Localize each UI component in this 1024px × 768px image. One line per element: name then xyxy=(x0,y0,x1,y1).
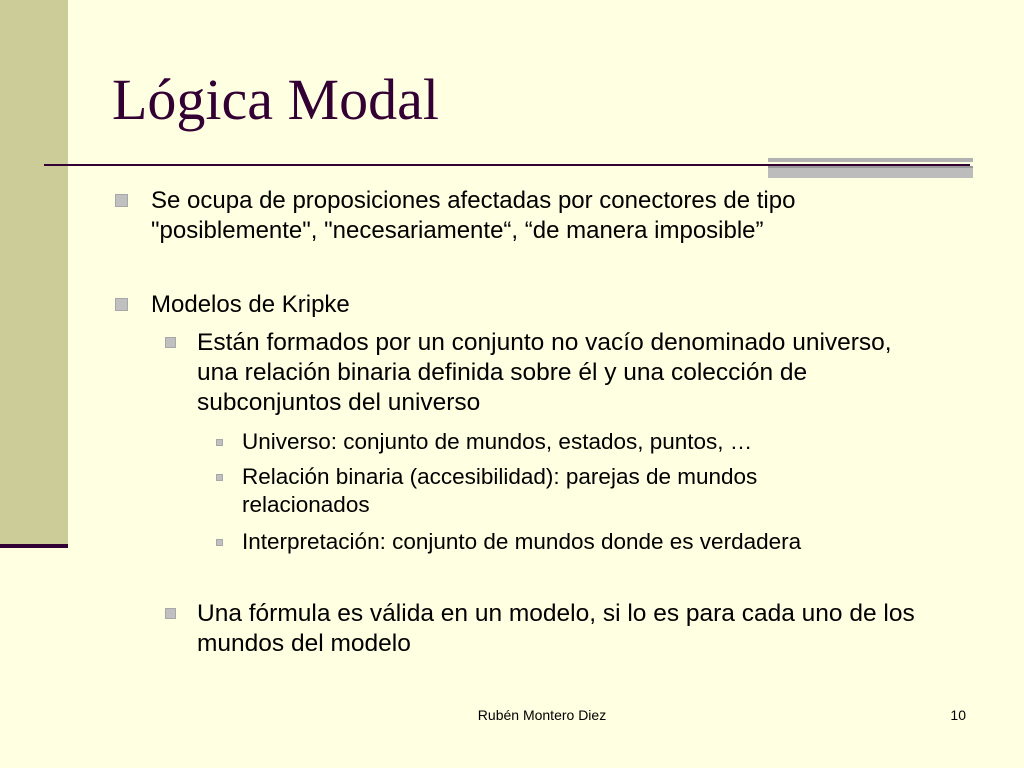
left-decorative-band xyxy=(0,0,68,545)
square-bullet-icon xyxy=(216,474,223,481)
square-bullet-icon xyxy=(216,539,223,546)
square-bullet-icon xyxy=(115,298,128,311)
decorative-bar-bottom xyxy=(768,168,973,178)
bullet-item-level1 xyxy=(115,290,935,320)
square-bullet-icon xyxy=(165,337,176,348)
left-band-underline xyxy=(0,544,68,548)
bullet-text: Están formados por un conjunto no vacío denominado universo, una relación binaria definida sobre él y una colección de subconjuntos del universo xyxy=(197,329,892,416)
bullet-item-level3 xyxy=(216,428,936,456)
bullet-item-level2 xyxy=(165,328,905,418)
bullet-item-level3 xyxy=(216,528,956,556)
bullet-text: Una fórmula es válida en un modelo, si lo es para cada uno de los mundos del modelo xyxy=(197,600,915,657)
decorative-bar-top xyxy=(768,158,973,162)
square-bullet-icon xyxy=(216,439,223,446)
bullet-item-level2 xyxy=(165,599,965,659)
bullet-text: Se ocupa de proposiciones afectadas por conectores de tipo "posiblemente", "necesariamente“, “de manera imposible” xyxy=(151,187,796,244)
footer-author: Rubén Montero Diez xyxy=(477,707,607,723)
bullet-text: Universo: conjunto de mundos, estados, puntos, … xyxy=(242,429,753,454)
bullet-item-level3 xyxy=(216,463,876,519)
bullet-item-level1 xyxy=(115,186,935,246)
slide-title: Lógica Modal xyxy=(112,67,439,132)
square-bullet-icon xyxy=(115,194,128,207)
slide-page-number: 10 xyxy=(950,707,966,723)
bullet-text: Relación binaria (accesibilidad): parejas de mundos relacionados xyxy=(242,464,758,517)
square-bullet-icon xyxy=(165,608,176,619)
bullet-text: Interpretación: conjunto de mundos donde es verdadera xyxy=(242,529,802,554)
bullet-text: Modelos de Kripke xyxy=(151,291,350,318)
